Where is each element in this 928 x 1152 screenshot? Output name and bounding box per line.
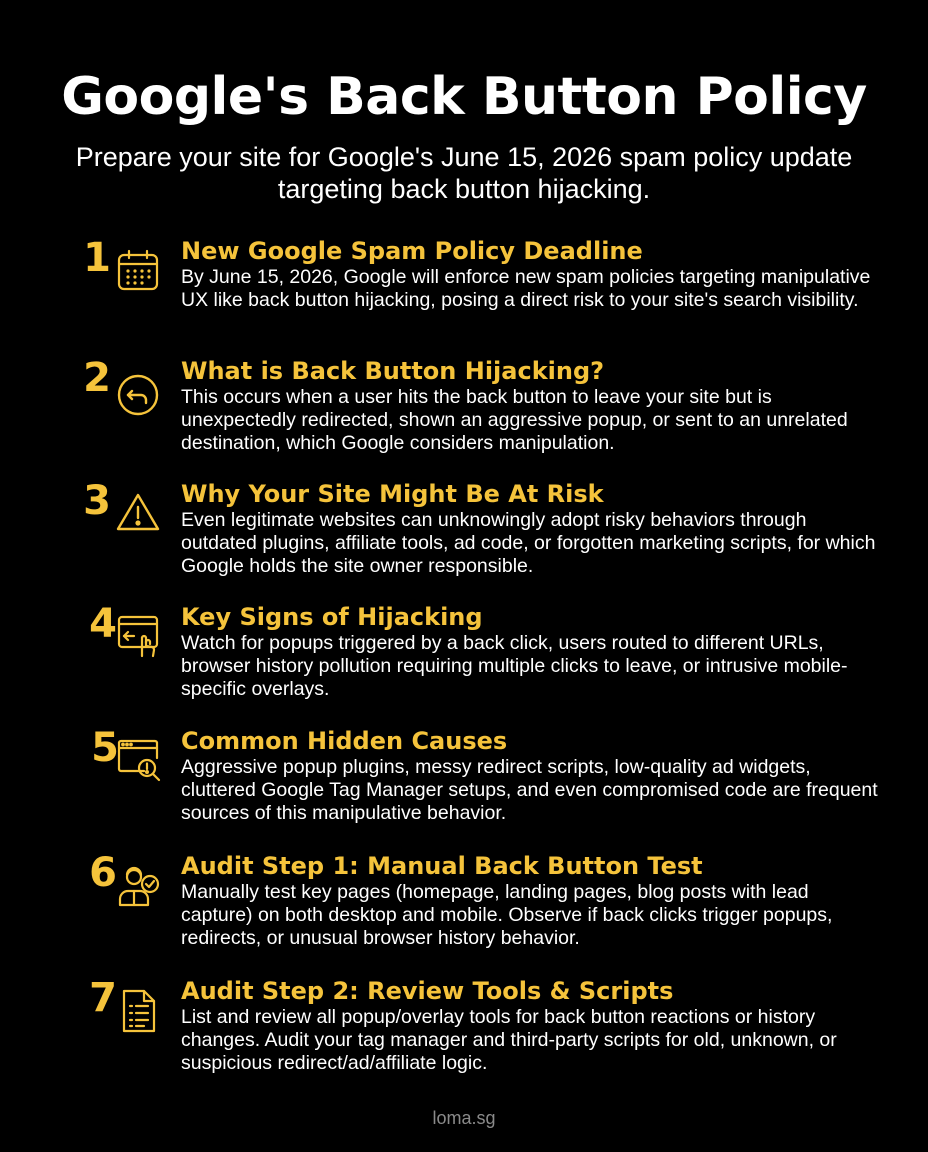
step-number: 4 <box>89 601 117 647</box>
step-heading: Common Hidden Causes <box>181 727 508 755</box>
step-description: List and review all popup/overlay tools for back button reactions or history changes. Audit your tag manager and third-party scripts for old, unknown, or suspicious redirect/ad/affiliate logic. <box>181 1006 837 1074</box>
document-list-icon <box>114 986 164 1036</box>
step-description: Watch for popups triggered by a back click, users routed to different URLs, browser history pollution requiring multiple clicks to leave, or intrusive mobile-specific overlays. <box>181 632 848 700</box>
step-number: 7 <box>89 975 117 1021</box>
user-check-icon <box>114 861 164 911</box>
browser-inspect-icon <box>114 734 164 784</box>
step-number: 5 <box>91 725 119 771</box>
step-description: This occurs when a user hits the back button to leave your site but is unexpectedly redirected, shown an aggressive popup, or sent to an unrelated destination, which Google considers manipulation. <box>181 386 848 454</box>
step-heading: Audit Step 1: Manual Back Button Test <box>181 852 703 880</box>
step-description: By June 15, 2026, Google will enforce new spam policies targeting manipulative UX like back button hijacking, posing a direct risk to your site's search visibility. <box>181 266 871 311</box>
step-description: Aggressive popup plugins, messy redirect scripts, low-quality ad widgets, cluttered Google Tag Manager setups, and even compromised code are frequent sources of this manipulative behavior. <box>181 756 878 824</box>
footer-brand: loma.sg <box>432 1108 496 1128</box>
step-number: 2 <box>83 355 111 401</box>
step-number: 3 <box>83 478 111 524</box>
back-arrow-circle-icon <box>114 370 164 420</box>
step-heading: What is Back Button Hijacking? <box>181 357 605 385</box>
page-subtitle: Prepare your site for Google's June 15, 2026 spam policy update targeting back button hijacking. <box>75 142 853 204</box>
browser-click-icon <box>114 610 164 660</box>
warning-triangle-icon <box>114 487 164 537</box>
step-description: Even legitimate websites can unknowingly adopt risky behaviors through outdated plugins, affiliate tools, ad code, or forgotten marketing scripts, for which Google holds the site owner responsible. <box>181 509 876 577</box>
step-heading: New Google Spam Policy Deadline <box>181 237 643 265</box>
step-number: 1 <box>83 235 111 281</box>
calendar-icon <box>114 246 164 296</box>
page-title: Google's Back Button Policy <box>61 67 867 127</box>
step-heading: Key Signs of Hijacking <box>181 603 483 631</box>
step-description: Manually test key pages (homepage, landing pages, blog posts with lead capture) on both desktop and mobile. Observe if back clicks trigger popups, redirects, or unusual browser history behavior. <box>181 881 833 949</box>
step-number: 6 <box>89 850 117 896</box>
step-heading: Audit Step 2: Review Tools & Scripts <box>181 977 674 1005</box>
step-heading: Why Your Site Might Be At Risk <box>181 480 604 508</box>
